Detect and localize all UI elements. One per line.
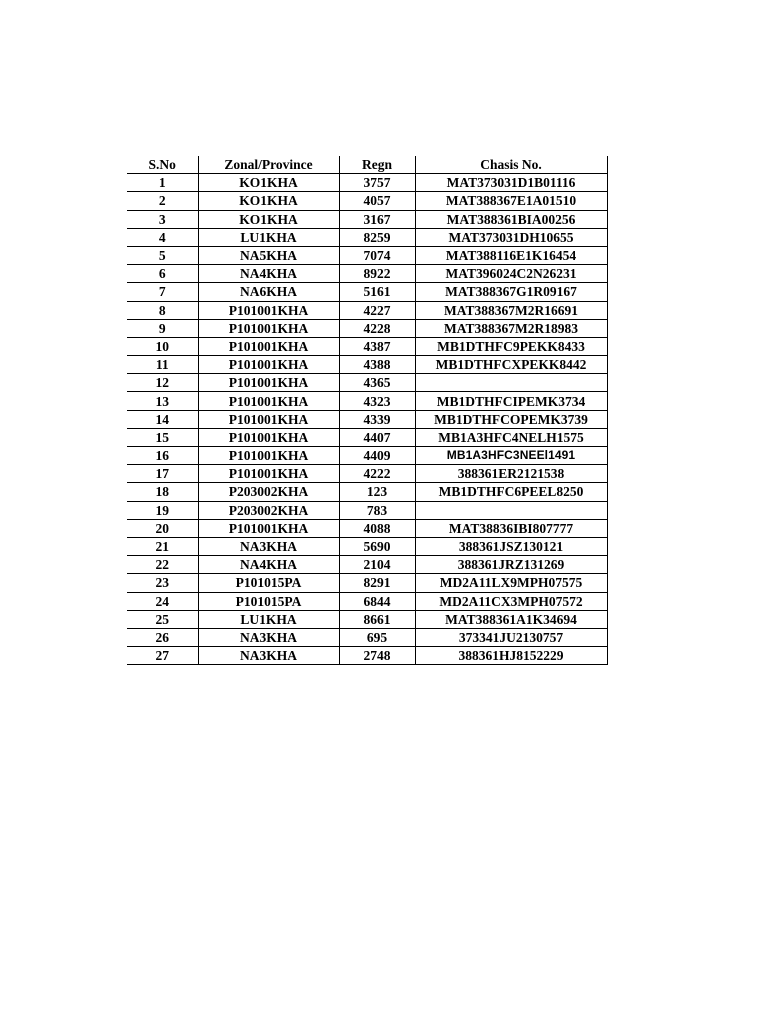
table-row (127, 246, 607, 264)
cell-regn: 8661 (339, 610, 415, 628)
cell-zonal-province: NA4KHA (198, 556, 339, 574)
cell-zonal-province: P203002KHA (198, 483, 339, 501)
cell-zonal-province: P101001KHA (198, 410, 339, 428)
cell-regn: 4323 (339, 392, 415, 410)
vehicle-table (127, 156, 608, 665)
cell-zonal-province: P101001KHA (198, 337, 339, 355)
cell-chasis-no: MB1DTHFC6PEEL8250 (415, 483, 607, 501)
cell-zonal-province: P101015PA (198, 592, 339, 610)
cell-chasis-no: MAT388116E1K16454 (415, 246, 607, 264)
cell-chasis-no: MAT373031D1B01116 (415, 174, 607, 192)
cell-chasis-no: MB1DTHFCIPEMK3734 (415, 392, 607, 410)
header-row (127, 156, 607, 174)
cell-chasis-no: MB1DTHFCXPEKK8442 (415, 356, 607, 374)
cell-sno: 15 (127, 428, 198, 446)
cell-chasis-no: 388361JRZ131269 (415, 556, 607, 574)
table-row (127, 283, 607, 301)
cell-zonal-province: KO1KHA (198, 174, 339, 192)
cell-sno: 20 (127, 519, 198, 537)
header-regn: Regn (339, 156, 415, 174)
cell-sno: 10 (127, 337, 198, 355)
table-row (127, 465, 607, 483)
cell-chasis-no: MB1A3HFC3NEEl1491 (415, 447, 607, 465)
cell-regn: 4228 (339, 319, 415, 337)
cell-chasis-no: MAT388361A1K34694 (415, 610, 607, 628)
cell-sno: 4 (127, 228, 198, 246)
table-row (127, 174, 607, 192)
cell-sno: 16 (127, 447, 198, 465)
cell-sno: 5 (127, 246, 198, 264)
cell-chasis-no: MAT388361BIA00256 (415, 210, 607, 228)
cell-sno: 18 (127, 483, 198, 501)
cell-zonal-province: P101001KHA (198, 301, 339, 319)
cell-sno: 21 (127, 537, 198, 555)
cell-sno: 1 (127, 174, 198, 192)
cell-sno: 27 (127, 647, 198, 665)
cell-regn: 4365 (339, 374, 415, 392)
table-row (127, 392, 607, 410)
cell-sno: 3 (127, 210, 198, 228)
spreadsheet-page (127, 156, 608, 665)
cell-chasis-no: MAT388367M2R16691 (415, 301, 607, 319)
cell-chasis-no (415, 501, 607, 519)
cell-regn: 8922 (339, 265, 415, 283)
cell-regn: 4387 (339, 337, 415, 355)
cell-sno: 8 (127, 301, 198, 319)
cell-sno: 6 (127, 265, 198, 283)
cell-regn: 4339 (339, 410, 415, 428)
cell-chasis-no: MB1DTHFC9PEKK8433 (415, 337, 607, 355)
cell-zonal-province: P101001KHA (198, 465, 339, 483)
cell-zonal-province: P101001KHA (198, 447, 339, 465)
cell-regn: 695 (339, 628, 415, 646)
cell-chasis-no: MB1DTHFCOPEMK3739 (415, 410, 607, 428)
cell-zonal-province: NA4KHA (198, 265, 339, 283)
cell-regn: 123 (339, 483, 415, 501)
cell-chasis-no: 373341JU2130757 (415, 628, 607, 646)
cell-zonal-province: P101001KHA (198, 428, 339, 446)
table-row (127, 519, 607, 537)
cell-chasis-no: 388361HJ8152229 (415, 647, 607, 665)
cell-zonal-province: NA6KHA (198, 283, 339, 301)
cell-regn: 4409 (339, 447, 415, 465)
table-row (127, 556, 607, 574)
cell-regn: 4227 (339, 301, 415, 319)
table-row (127, 192, 607, 210)
table-row (127, 265, 607, 283)
table-row (127, 447, 607, 465)
cell-regn: 4388 (339, 356, 415, 374)
table-row (127, 628, 607, 646)
table-row (127, 301, 607, 319)
table-row (127, 647, 607, 665)
cell-zonal-province: NA3KHA (198, 537, 339, 555)
table-row (127, 574, 607, 592)
cell-chasis-no: MAT38836IBI807777 (415, 519, 607, 537)
cell-zonal-province: P101001KHA (198, 356, 339, 374)
table-row (127, 610, 607, 628)
cell-chasis-no: MAT388367E1A01510 (415, 192, 607, 210)
cell-chasis-no: MAT388367M2R18983 (415, 319, 607, 337)
cell-regn: 4222 (339, 465, 415, 483)
cell-zonal-province: P101001KHA (198, 319, 339, 337)
cell-sno: 7 (127, 283, 198, 301)
table-row (127, 410, 607, 428)
cell-sno: 26 (127, 628, 198, 646)
cell-sno: 12 (127, 374, 198, 392)
header-sno: S.No (127, 156, 198, 174)
table-row (127, 337, 607, 355)
cell-sno: 9 (127, 319, 198, 337)
cell-regn: 2104 (339, 556, 415, 574)
cell-regn: 783 (339, 501, 415, 519)
cell-regn: 2748 (339, 647, 415, 665)
cell-regn: 4407 (339, 428, 415, 446)
table-row (127, 319, 607, 337)
cell-zonal-province: P101001KHA (198, 374, 339, 392)
table-body (127, 174, 607, 665)
table-row (127, 483, 607, 501)
cell-sno: 13 (127, 392, 198, 410)
table-row (127, 428, 607, 446)
cell-sno: 23 (127, 574, 198, 592)
cell-zonal-province: LU1KHA (198, 610, 339, 628)
cell-chasis-no (415, 374, 607, 392)
cell-sno: 19 (127, 501, 198, 519)
cell-chasis-no: 388361ER2121538 (415, 465, 607, 483)
cell-regn: 8291 (339, 574, 415, 592)
cell-chasis-no: 388361JSZ130121 (415, 537, 607, 555)
table-row (127, 537, 607, 555)
cell-regn: 4088 (339, 519, 415, 537)
table-row (127, 228, 607, 246)
cell-chasis-no: MAT388367G1R09167 (415, 283, 607, 301)
cell-regn: 5161 (339, 283, 415, 301)
cell-sno: 17 (127, 465, 198, 483)
cell-chasis-no: MD2A11LX9MPH07575 (415, 574, 607, 592)
cell-zonal-province: LU1KHA (198, 228, 339, 246)
cell-regn: 5690 (339, 537, 415, 555)
cell-zonal-province: P101001KHA (198, 392, 339, 410)
cell-zonal-province: NA3KHA (198, 647, 339, 665)
table-row (127, 592, 607, 610)
cell-regn: 3167 (339, 210, 415, 228)
cell-chasis-no: MAT396024C2N26231 (415, 265, 607, 283)
cell-zonal-province: P101015PA (198, 574, 339, 592)
cell-sno: 25 (127, 610, 198, 628)
table-row (127, 501, 607, 519)
table-row (127, 210, 607, 228)
cell-zonal-province: KO1KHA (198, 210, 339, 228)
cell-sno: 11 (127, 356, 198, 374)
cell-zonal-province: NA3KHA (198, 628, 339, 646)
cell-zonal-province: NA5KHA (198, 246, 339, 264)
cell-zonal-province: KO1KHA (198, 192, 339, 210)
header-zonal-province: Zonal/Province (198, 156, 339, 174)
cell-zonal-province: P101001KHA (198, 519, 339, 537)
header-chasis-no: Chasis No. (415, 156, 607, 174)
cell-regn: 6844 (339, 592, 415, 610)
table-header (127, 156, 607, 174)
cell-regn: 4057 (339, 192, 415, 210)
cell-regn: 8259 (339, 228, 415, 246)
cell-regn: 3757 (339, 174, 415, 192)
cell-sno: 22 (127, 556, 198, 574)
cell-chasis-no: MB1A3HFC4NELH1575 (415, 428, 607, 446)
cell-zonal-province: P203002KHA (198, 501, 339, 519)
cell-chasis-no: MD2A11CX3MPH07572 (415, 592, 607, 610)
table-row (127, 356, 607, 374)
cell-sno: 24 (127, 592, 198, 610)
cell-sno: 14 (127, 410, 198, 428)
cell-regn: 7074 (339, 246, 415, 264)
cell-chasis-no: MAT373031DH10655 (415, 228, 607, 246)
cell-sno: 2 (127, 192, 198, 210)
table-row (127, 374, 607, 392)
